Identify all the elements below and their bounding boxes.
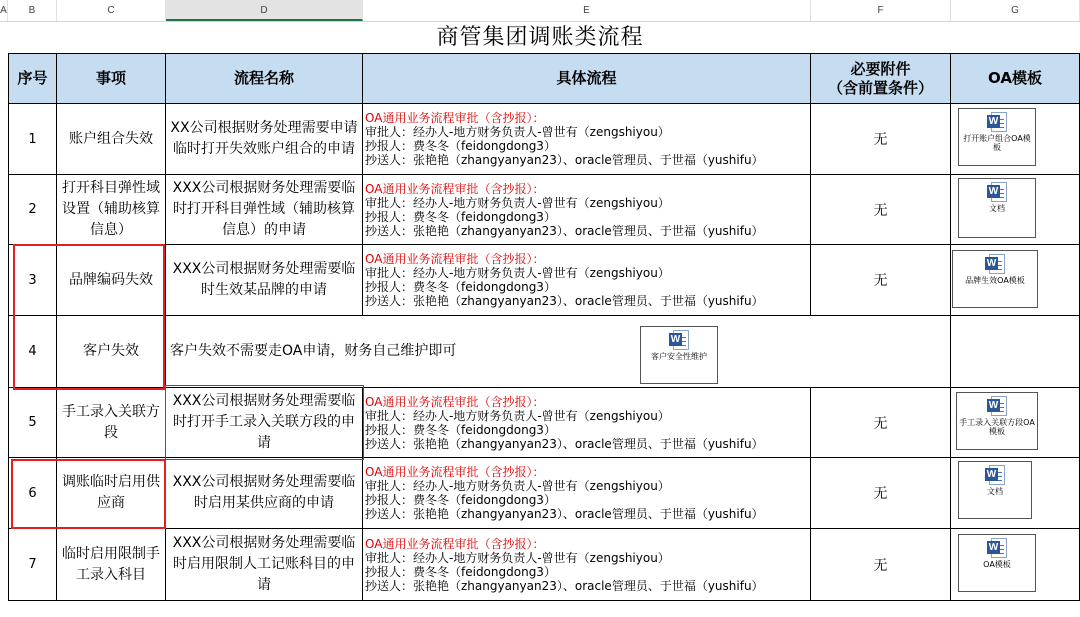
oa-template-attachment[interactable]	[958, 108, 1036, 166]
row-item[interactable]: 品牌编码失效	[57, 245, 166, 316]
row-process-name[interactable]: XXX公司根据财务处理需要临时启用限制人工记账科目的申请	[166, 529, 363, 601]
oa-template-attachment[interactable]	[958, 178, 1036, 238]
header-oa-template[interactable]: OA模板	[951, 53, 1080, 104]
flow-report: 抄报人：费冬冬（feidongdong3）	[365, 209, 556, 224]
row-oa-template-cell[interactable]	[951, 316, 1080, 388]
row-item[interactable]: 账户组合失效	[57, 104, 166, 175]
flow-approver: 审批人：经办人-地方财务负责人-曾世有（zengshiyou）	[365, 125, 670, 139]
column-header-a[interactable]: A	[0, 0, 8, 21]
oa-template-attachment[interactable]	[952, 250, 1038, 308]
word-document-icon: W	[669, 330, 689, 350]
word-document-icon: W	[987, 538, 1007, 558]
row-detail-flow[interactable]	[363, 458, 811, 529]
row-process-name[interactable]: XX公司根据财务处理需要申请临时打开失效账户组合的申请	[166, 104, 363, 175]
row-detail-flow[interactable]	[363, 245, 811, 316]
flow-cc: 抄送人：张艳艳（zhangyanyan23）、oracle管理员、于世福（yushifu）	[365, 223, 764, 238]
row-attachment[interactable]: 无	[811, 104, 951, 175]
embedded-doc-attachment[interactable]	[640, 326, 718, 384]
flow-title: OA通用业务流程审批（含抄报）：	[365, 536, 545, 551]
row-detail-flow[interactable]	[363, 529, 811, 601]
column-header-bar	[0, 0, 1080, 22]
row-item[interactable]: 手工录入关联方段	[57, 388, 166, 458]
flow-cc: 抄送人：张艳艳（zhangyanyan23）、oracle管理员、于世福（yushifu）	[365, 507, 764, 521]
row-merged-note[interactable]: 客户失效不需要走OA申请，财务自己维护即可	[166, 316, 951, 388]
row-item[interactable]: 客户失效	[57, 316, 166, 388]
word-document-icon: W	[987, 396, 1007, 416]
row-seq[interactable]: 5	[8, 388, 57, 458]
row-process-name[interactable]: XXX公司根据财务处理需要临时生效某品牌的申请	[166, 245, 363, 316]
attachment-label: 文档	[987, 487, 1003, 496]
row-attachment[interactable]: 无	[811, 529, 951, 601]
row-item[interactable]: 调账临时启用供应商	[57, 458, 166, 529]
flow-report: 抄报人：费冬冬（feidongdong3）	[365, 139, 556, 153]
row-attachment[interactable]: 无	[811, 388, 951, 458]
flow-approver: 审批人：经办人-地方财务负责人-曾世有（zengshiyou）	[365, 266, 670, 280]
column-header-c[interactable]: C	[57, 0, 166, 21]
header-attachment[interactable]: 必要附件 （含前置条件）	[811, 53, 951, 104]
row-seq[interactable]: 1	[8, 104, 57, 175]
row-attachment[interactable]: 无	[811, 175, 951, 245]
column-header-e[interactable]: E	[363, 0, 811, 21]
row-seq[interactable]: 7	[8, 529, 57, 601]
row-detail-flow[interactable]	[363, 104, 811, 175]
word-document-icon: W	[985, 465, 1005, 485]
row-item[interactable]: 打开科目弹性域设置（辅助核算信息）	[57, 175, 166, 245]
highlight-box-row-6	[11, 459, 166, 529]
column-header-b[interactable]: B	[8, 0, 57, 21]
oa-template-attachment[interactable]	[958, 461, 1032, 519]
attachment-label: 打开账户组合OA模板	[963, 134, 1031, 152]
sheet-title[interactable]: 商管集团调账类流程	[436, 25, 644, 50]
column-header-d[interactable]: D	[166, 0, 363, 21]
row-seq[interactable]: 3	[8, 245, 57, 316]
row-process-name[interactable]: XXX公司根据财务处理需要临时启用某供应商的申请	[166, 458, 363, 529]
row-seq[interactable]: 4	[8, 316, 57, 388]
flow-report: 抄报人：费冬冬（feidongdong3）	[365, 280, 556, 294]
flow-report: 抄报人：费冬冬（feidongdong3）	[365, 422, 556, 437]
oa-template-attachment[interactable]	[956, 392, 1038, 450]
row-process-name[interactable]: XXX公司根据财务处理需要临时打开手工录入关联方段的申请	[166, 388, 363, 458]
flow-approver: 审批人：经办人-地方财务负责人-曾世有（zengshiyou）	[365, 479, 670, 493]
flow-title: OA通用业务流程审批（含抄报）：	[365, 181, 545, 196]
flow-report: 抄报人：费冬冬（feidongdong3）	[365, 493, 556, 507]
header-process-name[interactable]: 流程名称	[166, 53, 363, 104]
row-seq[interactable]: 2	[8, 175, 57, 245]
word-document-icon: W	[987, 182, 1007, 202]
flow-approver: 审批人：经办人-地方财务负责人-曾世有（zengshiyou）	[365, 195, 670, 210]
header-item[interactable]: 事项	[57, 53, 166, 104]
flow-approver: 审批人：经办人-地方财务负责人-曾世有（zengshiyou）	[365, 550, 670, 565]
flow-title: OA通用业务流程审批（含抄报）：	[365, 394, 545, 409]
row-detail-flow[interactable]	[363, 388, 811, 458]
row-attachment[interactable]: 无	[811, 458, 951, 529]
attachment-label: OA模板	[983, 560, 1011, 569]
row-detail-flow[interactable]	[363, 175, 811, 245]
word-document-icon: W	[985, 254, 1005, 274]
attachment-label: 品牌生效OA模板	[965, 276, 1025, 285]
flow-cc: 抄送人：张艳艳（zhangyanyan23）、oracle管理员、于世福（yushifu）	[365, 153, 764, 167]
column-header-g[interactable]: G	[951, 0, 1080, 21]
attachment-label: 手工录入关联方段OA模板	[959, 418, 1035, 436]
attachment-label: 文档	[989, 204, 1005, 213]
row-seq[interactable]: 6	[8, 458, 57, 529]
row-process-name[interactable]: XXX公司根据财务处理需要临时打开科目弹性域（辅助核算信息）的申请	[166, 175, 363, 245]
selected-range-outline	[165, 385, 364, 460]
row-attachment[interactable]: 无	[811, 245, 951, 316]
word-document-icon: W	[987, 112, 1007, 132]
flow-approver: 审批人：经办人-地方财务负责人-曾世有（zengshiyou）	[365, 408, 670, 423]
row-item[interactable]: 临时启用限制手工录入科目	[57, 529, 166, 601]
column-header-f[interactable]: F	[811, 0, 951, 21]
header-detail[interactable]: 具体流程	[363, 53, 811, 104]
flow-cc: 抄送人：张艳艳（zhangyanyan23）、oracle管理员、于世福（yushifu）	[365, 294, 764, 308]
attachment-label: 客户安全性维护	[651, 352, 707, 361]
flow-title: OA通用业务流程审批（含抄报）：	[365, 252, 545, 266]
highlight-box-rows-3-4	[13, 244, 165, 390]
flow-report: 抄报人：费冬冬（feidongdong3）	[365, 564, 556, 579]
header-seq[interactable]: 序号	[8, 53, 57, 104]
flow-title: OA通用业务流程审批（含抄报）：	[365, 465, 545, 479]
flow-cc: 抄送人：张艳艳（zhangyanyan23）、oracle管理员、于世福（yushifu）	[365, 578, 764, 593]
oa-template-attachment[interactable]	[958, 534, 1036, 592]
flow-cc: 抄送人：张艳艳（zhangyanyan23）、oracle管理员、于世福（yushifu）	[365, 436, 764, 451]
flow-title: OA通用业务流程审批（含抄报）：	[365, 111, 545, 125]
